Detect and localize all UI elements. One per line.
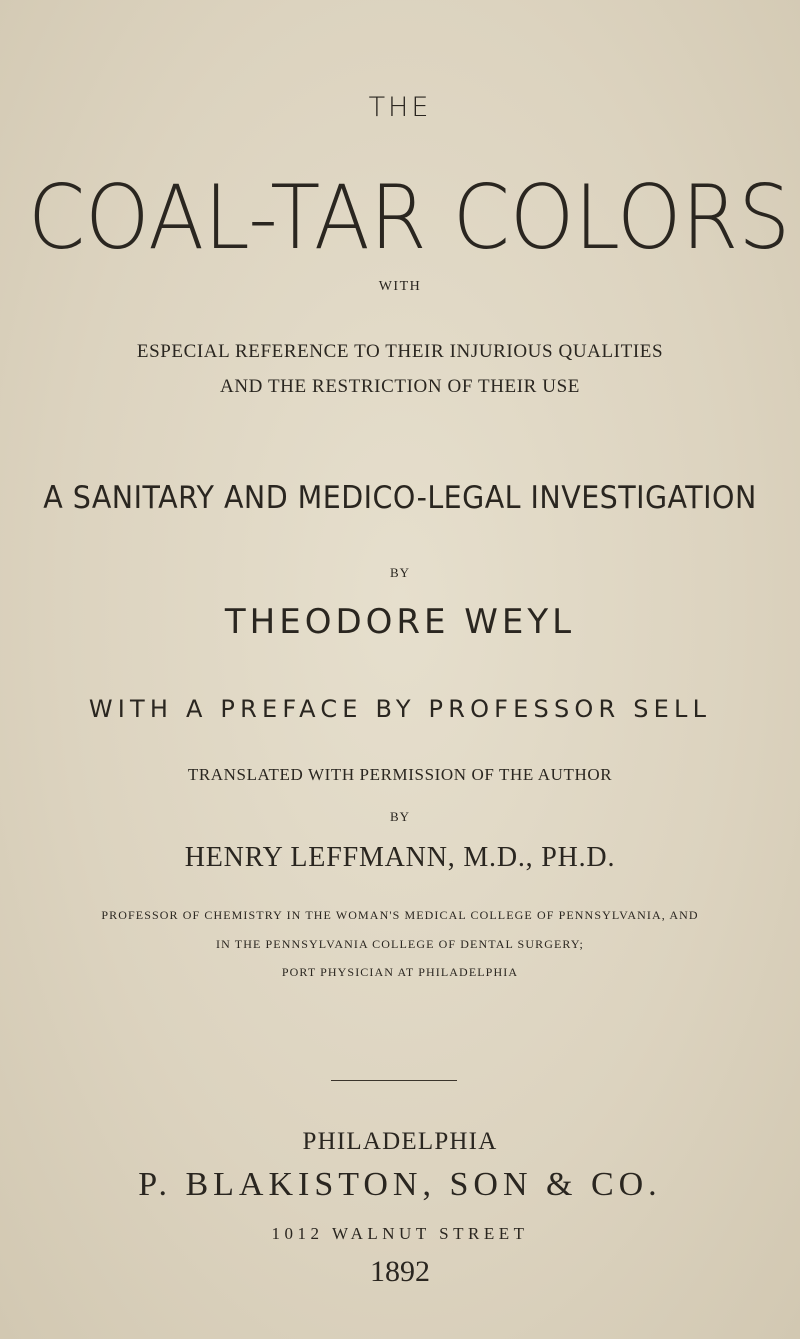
by-author-label: BY [389, 565, 411, 580]
publisher-address: 1012 WALNUT STREET [271, 1224, 529, 1243]
translator-credential-line-3: PORT PHYSICIAN AT PHILADELPHIA [281, 965, 519, 979]
publication-city: PHILADELPHIA [302, 1128, 498, 1155]
book-title: COAL-TAR COLORS [28, 166, 791, 269]
subtitle-line-2: AND THE RESTRICTION OF THEIR USE [220, 376, 580, 397]
publisher-name: P. BLAKISTON, SON & CO. [138, 1166, 662, 1203]
title-article: THE [368, 92, 432, 123]
title-connector: WITH [378, 279, 422, 294]
divider-rule [331, 1080, 457, 1081]
translator-credential-line-2: IN THE PENNSYLVANIA COLLEGE OF DENTAL SURGERY; [216, 937, 584, 951]
investigation-heading: A SANITARY AND MEDICO-LEGAL INVESTIGATION [43, 480, 757, 516]
translator-name: HENRY LEFFMANN, M.D., PH.D. [184, 842, 616, 873]
publication-year: 1892 [370, 1255, 430, 1288]
translation-note: TRANSLATED WITH PERMISSION OF THE AUTHOR [187, 765, 613, 784]
subtitle-line-1: ESPECIAL REFERENCE TO THEIR INJURIOUS QUALITIES [136, 341, 664, 362]
translator-credential-line-1: PROFESSOR OF CHEMISTRY IN THE WOMAN'S MEDICAL COLLEGE OF PENNSYLVANIA, AND [101, 908, 699, 922]
author-name: THEODORE WEYL [224, 602, 576, 642]
by-translator-label: BY [389, 809, 411, 824]
preface-credit: WITH A PREFACE BY PROFESSOR SELL [88, 695, 712, 723]
